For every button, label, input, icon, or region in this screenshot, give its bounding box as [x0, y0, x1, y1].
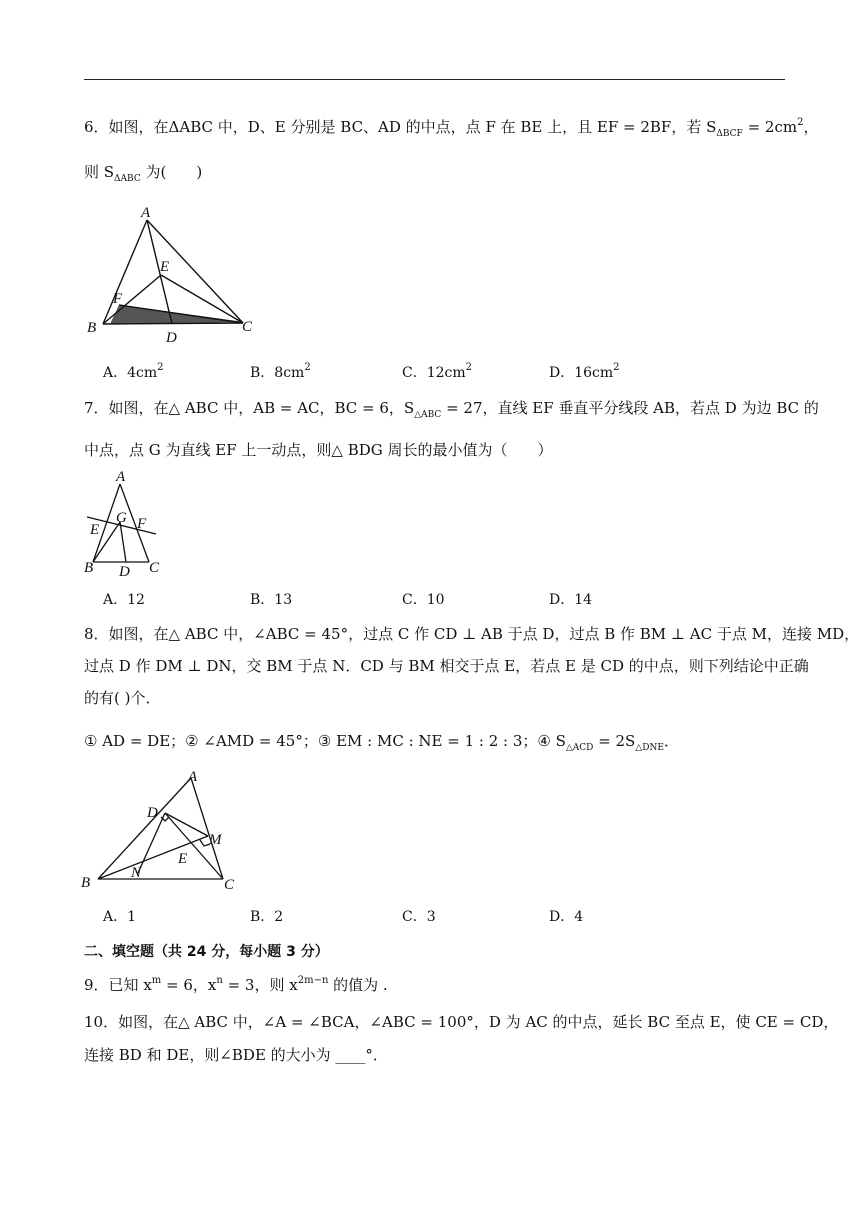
q6-text-2b: 为( ) — [140, 163, 203, 181]
q6-text-2: 则 S — [84, 163, 115, 181]
q9-sup-a: m — [151, 975, 162, 986]
q8-sub-a: △ACD — [565, 743, 594, 753]
q8-text: 如图，在△ ABC 中，∠ABC = 45°，过点 C 作 CD ⊥ AB 于点 D，过点 B 作 BM ⊥ AC 于点 M，连接 MD， — [108, 625, 860, 643]
q7-label-g: G — [116, 510, 127, 526]
q6-choice-d[interactable]: D．$16cm^2$ — [549, 362, 620, 381]
q6-value: = 2cm — [742, 118, 798, 136]
q8-choice-d[interactable]: D．4 — [549, 909, 584, 925]
q7-label-a: A — [116, 469, 126, 485]
q7-text: 如图，在△ ABC 中，AB = AC，BC = 6，S — [108, 399, 415, 417]
q8-label-a: A — [188, 769, 198, 785]
q9-sup-c: 2m−n — [297, 975, 329, 986]
q8-conclusions-c: ． — [663, 732, 679, 750]
q7-line-2: 中点，点 G 为直线 EF 上一动点，则△ BDG 周长的最小值为（ ） — [84, 441, 553, 459]
q6-choice-a[interactable]: A．$4cm^2$ — [103, 362, 164, 381]
q7-label-c: C — [149, 560, 160, 576]
q6-shaded-triangle — [110, 305, 245, 324]
q8-choice-c[interactable]: C．3 — [402, 909, 436, 925]
q6-line-1 — [84, 117, 818, 137]
q6-text: 如图，在ΔABC 中，D、E 分别是 BC、AD 的中点，点 F 在 BE 上，且 EF = 2BF，若 S — [108, 118, 717, 136]
q7-number: 7． — [84, 399, 109, 417]
header-rule — [84, 79, 785, 80]
q8-label-e: E — [178, 851, 188, 867]
q8-label-d: D — [147, 805, 158, 821]
q6-label-f: F — [113, 291, 123, 307]
q9-number: 9． — [84, 976, 109, 994]
q7-choice-c[interactable]: C．10 — [402, 592, 445, 608]
q8-sub-b: △DNE — [635, 743, 664, 753]
q6-label-a: A — [141, 205, 151, 221]
q6-choice-c[interactable]: C．$12cm^2$ — [402, 362, 473, 381]
q8-line-2: 过点 D 作 DM ⊥ DN，交 BM 于点 N．CD 与 BM 相交于点 E，若点 E 是 CD 的中点，则下列结论中正确 — [84, 657, 809, 675]
q6-subscript-2: ΔABC — [114, 174, 141, 184]
section-title: 二、填空题（共 24 分，每小题 3 分） — [84, 944, 329, 960]
q9-text-c: = 3，则 x — [222, 976, 298, 994]
q6-sup: 2 — [797, 117, 804, 128]
q10-line-2: 连接 BD 和 DE，则∠BDE 的大小为 ____°． — [84, 1046, 388, 1064]
q8-label-n: N — [131, 865, 142, 881]
q9-line — [84, 975, 388, 995]
q6-label-c: C — [242, 319, 253, 335]
q7-label-d: D — [119, 564, 130, 580]
q7-label-f: F — [137, 516, 147, 532]
q7-choice-d[interactable]: D．14 — [549, 592, 593, 608]
q8-label-c: C — [224, 877, 235, 893]
q6-line-2 — [84, 162, 202, 182]
q6-label-b: B — [87, 320, 97, 336]
q8-figure — [80, 766, 240, 894]
q8-conclusions: ① AD = DE；② ∠AMD = 45°；③ EM : MC : NE = 1 : 2 : 3；④ S — [84, 732, 566, 750]
q8-line-3: 的有( )个． — [84, 689, 161, 707]
q6-subscript: ΔBCF — [716, 129, 743, 139]
q8-label-m: M — [209, 832, 222, 848]
q9-text-b: = 6，x — [161, 976, 217, 994]
q7-choice-b[interactable]: B．13 — [250, 592, 293, 608]
q8-choice-b[interactable]: B．2 — [250, 909, 284, 925]
q8-number: 8． — [84, 625, 109, 643]
q6-label-e: E — [160, 259, 170, 275]
q6-punct: ， — [803, 118, 819, 136]
q10-number: 10． — [84, 1013, 119, 1031]
q9-sup-b: n — [216, 975, 223, 986]
q6-choice-b[interactable]: B．$8cm^2$ — [250, 362, 311, 381]
q10-line-1 — [84, 1012, 838, 1032]
q7-label-e: E — [90, 522, 100, 538]
q7-figure — [84, 466, 174, 582]
q7-text-b: = 27，直线 EF 垂直平分线段 AB，若点 D 为边 BC 的 — [441, 399, 819, 417]
q6-label-d: D — [166, 330, 177, 346]
q8-line-1 — [84, 624, 859, 644]
q8-label-b: B — [81, 875, 91, 891]
q7-subscript: △ABC — [414, 410, 442, 420]
q8-choice-a[interactable]: A．1 — [103, 909, 137, 925]
q8-conclusions-b: = 2S — [593, 732, 636, 750]
q9-text-d: 的值为 . — [328, 976, 388, 994]
q9-text-a: 已知 x — [108, 976, 152, 994]
q7-line-1 — [84, 398, 819, 418]
q8-line-4 — [84, 731, 679, 751]
q10-text: 如图，在△ ABC 中，∠A = ∠BCA，∠ABC = 100°，D 为 AC 的中点，延长 BC 至点 E，使 CE = CD， — [118, 1013, 839, 1031]
q6-figure — [84, 200, 256, 350]
q7-label-b: B — [84, 560, 94, 576]
q6-number: 6． — [84, 118, 109, 136]
q7-choice-a[interactable]: A．12 — [103, 592, 145, 608]
